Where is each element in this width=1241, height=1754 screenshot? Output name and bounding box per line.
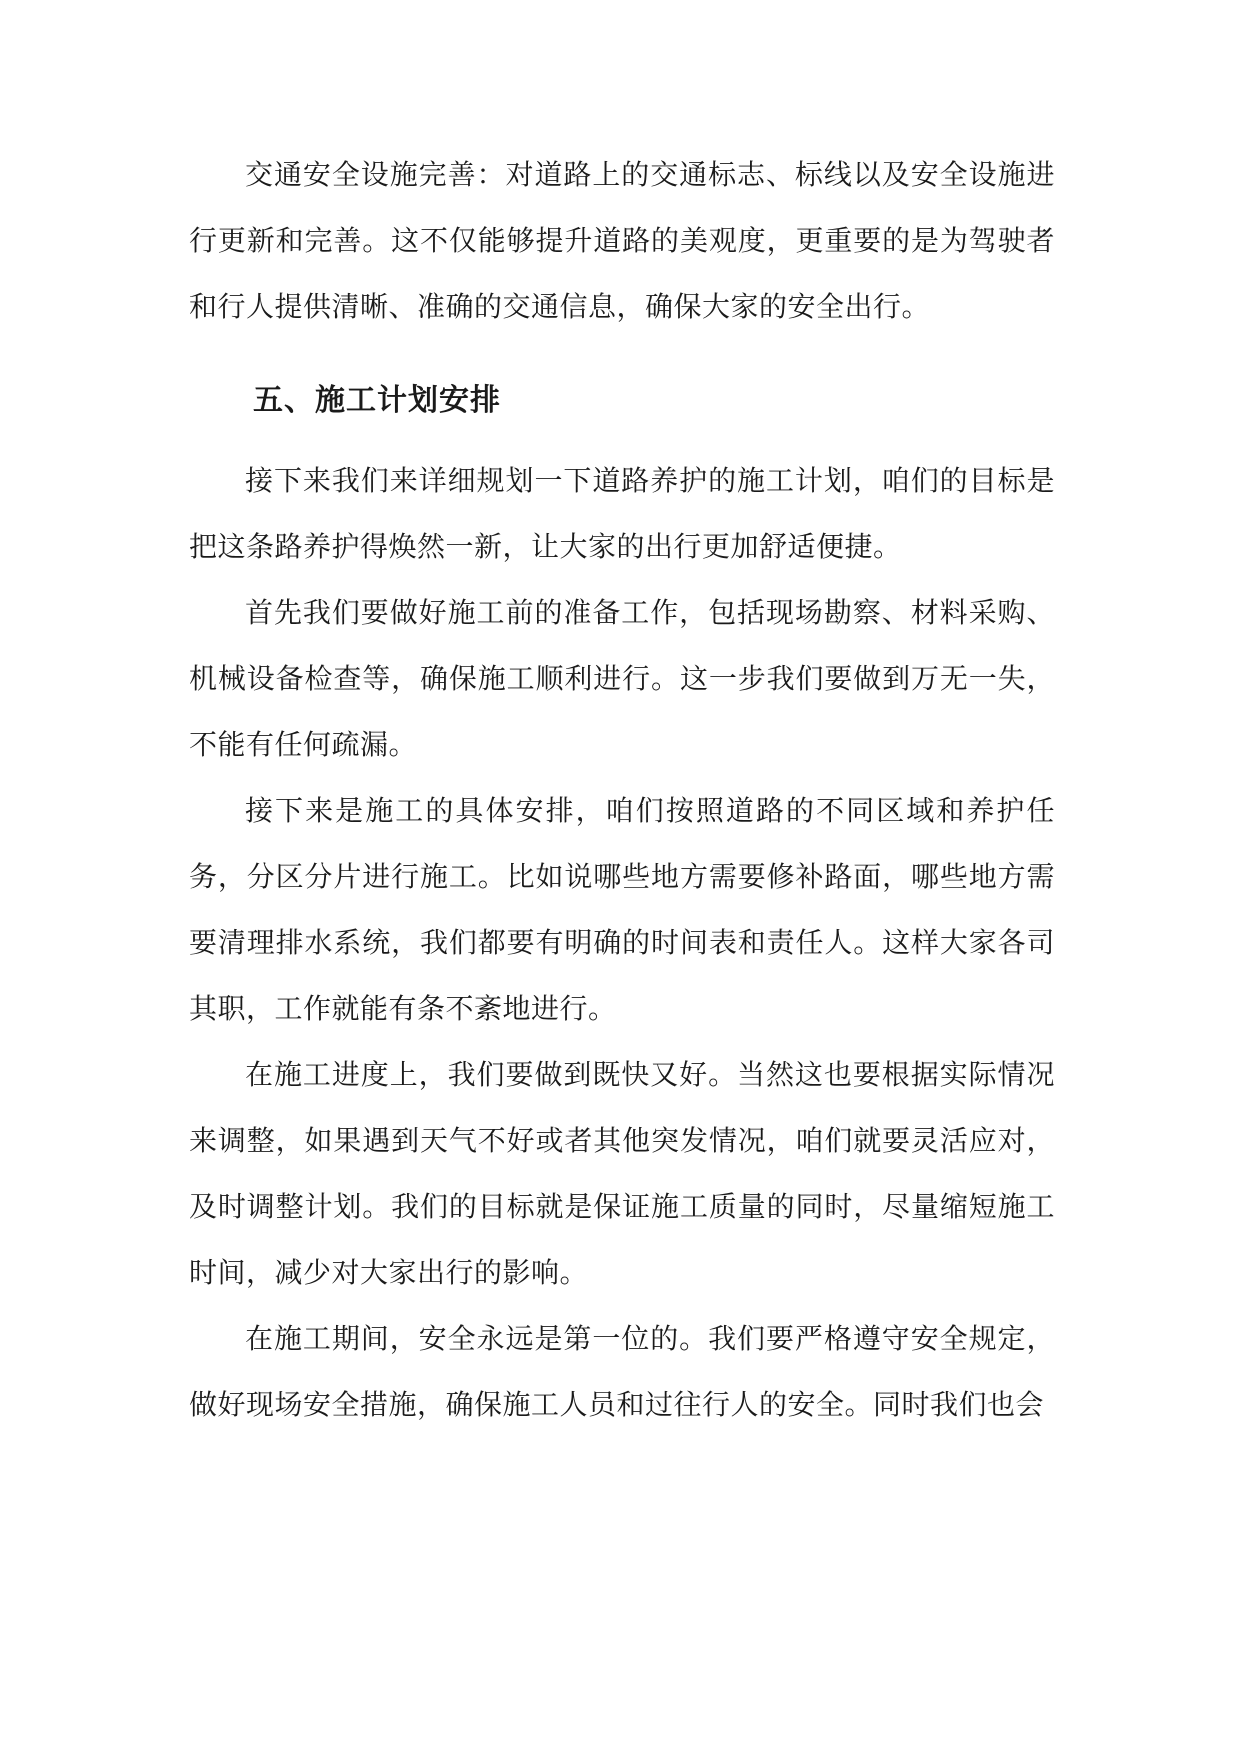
paragraph-safety: 在施工期间，安全永远是第一位的。我们要严格遵守安全规定，做好现场安全措施，确保施工人员和过往行人的安全。同时我们也会 (189, 1322, 1055, 1421)
document-body (189, 142, 1055, 1438)
paragraph-traffic-safety: 交通安全设施完善：对道路上的交通标志、标线以及安全设施进行更新和完善。这不仅能够提升道路的美观度，更重要的是为驾驶者和行人提供清晰、准确的交通信息，确保大家的安全出行。 (189, 158, 1055, 323)
paragraph-arrangement: 接下来是施工的具体安排，咱们按照道路的不同区域和养护任务，分区分片进行施工。比如说哪些地方需要修补路面，哪些地方需要清理排水系统，我们都要有明确的时间表和责任人。这样大家各司其职，工作就能有条不紊地进行。 (189, 794, 1055, 1025)
paragraph-progress: 在施工进度上，我们要做到既快又好。当然这也要根据实际情况来调整，如果遇到天气不好或者其他突发情况，咱们就要灵活应对，及时调整计划。我们的目标就是保证施工质量的同时，尽量缩短施工时间，减少对大家出行的影响。 (189, 1058, 1055, 1289)
section-heading: 五、施工计划安排 (253, 383, 501, 418)
paragraph-plan-intro: 接下来我们来详细规划一下道路养护的施工计划，咱们的目标是把这条路养护得焕然一新，让大家的出行更加舒适便捷。 (189, 464, 1055, 563)
paragraph-preparation: 首先我们要做好施工前的准备工作，包括现场勘察、材料采购、机械设备检查等，确保施工顺利进行。这一步我们要做到万无一失，不能有任何疏漏。 (189, 596, 1055, 761)
